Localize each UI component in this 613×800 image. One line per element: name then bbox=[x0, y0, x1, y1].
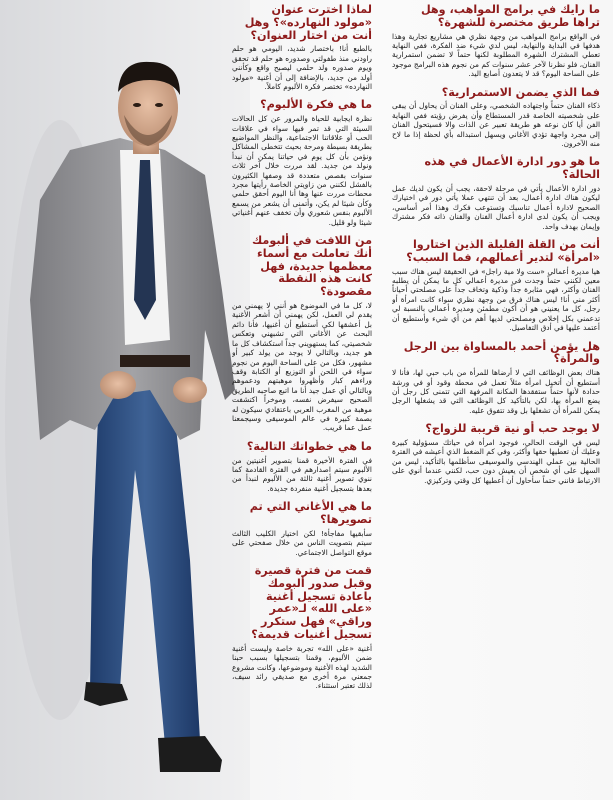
qa-block bbox=[392, 423, 600, 485]
qa-block bbox=[232, 99, 372, 227]
question-heading: هل يؤمن أحمد بالمساواة بين الرجل والمرأة؟ bbox=[403, 339, 600, 366]
answer-text: بالطبع أنا! باختصار شديد، اليومي هو حلم راودني منذ طفولتي وصدوره هو حلم قد تحقق ويوم صدوره ولد حلمي ليصبح واقع وكأنني أولد من جديد، بالإضافة إلى أن أغنية «مولود النهارده» تختصر فكرة الألبوم كاملاً. bbox=[232, 44, 372, 92]
right-column bbox=[392, 4, 600, 493]
question-heading: ما هو دور ادارة الأعمال في هذه الحالة؟ bbox=[424, 155, 600, 182]
qa-block bbox=[392, 239, 600, 332]
question-heading: من اللافت في ألبومك أنك تعاملت مع أسماء معظمها جديدة، فهل كانت هذه النقطة مقصودة؟ bbox=[252, 234, 372, 299]
answer-text: سأبقيها مفاجأة! لكن اختيار الكليب الثالث سيتم بتصويت الناس من خلال صفحتي على موقع التواصل الاجتماعي. bbox=[232, 528, 372, 557]
question-heading: لماذا اخترت عنوان «مولود النهارده»؟ وهل أنت من اختار العنوان؟ bbox=[244, 4, 372, 42]
answer-text: في الواقع برامج المواهب من وجهة نظري هي مشاريع تجارية وهذا هدفها في البداية والنهاية، ليس لدي شيء ضد الفكرة، ففي النهاية تعطي المشترك الشهرة المطلوبة لكنها حتماً لا تضمن استمرارية الفنان، فلو نظرنا لآخر عشر سنوات كم من نجوم هذه البرامج موجود على الساحة اليوم؟ قد لا يتعدون أصابع اليد. bbox=[392, 31, 600, 79]
question-heading: ما هي الأغاني التي تم تصويرها؟ bbox=[249, 500, 372, 526]
qa-block bbox=[392, 87, 600, 149]
qa-block bbox=[232, 501, 372, 557]
qa-block bbox=[392, 341, 600, 416]
qa-block bbox=[232, 4, 372, 91]
answer-text: هيا مديرة أعمالي «ست ولا مية راجل» في الحقيقة ليس هناك سبب معين لكنني حتماً وجدت في مديرة أعمالي كل ما يمكن أن يطلبه الفنان وأكثر، فهي مثابرة جداً وذكية وتخاف جداً على مصلحتي أحياناً أكثر مني أنا! ليس هناك فرق من وجهة نظري سواء كانت امرأة أو رجل، كل ما يعنيني هو أن أكون مطمئن ومديرة أعمالي بالنسبة لي تدعمني بكل إخلاص ومصلحتي لديها أهم من أي شيء وأستطيع أن أعتمد عليها في أدق التفاصيل. bbox=[392, 266, 600, 333]
answer-text: ذكاء الفنان حتماً واجتهاده الشخصي، وعلى الفنان أن يحاول أن يبقى على شخصيته الخاصة قدر المستطاع وأن يفرض رؤيته ففي النهاية الفن أيا كان نوعه هو طريقة تعبير عن الذات والا فسيتحول الفنان إلى مجرد واجهة تؤدي الأغاني ويسهل استبداله بأي لحظة إذا ما لاح منه الآخرون. bbox=[392, 101, 600, 149]
answer-text: نظرة ايجابية للحياة والمرور عن كل الحالات السيئة التي قد تمر فيها سواء في علاقات الحب أو علاقاتنا الاجتماعية، والنظر المواضيع بطريقة بسيطة ومرحة بحيث تتخطى المشاكل ونؤمن بأن كل يوم في حياتنا يمكن أن نبدأ ونولد من جديد. لقد مررت خلال آخر ثلاث سنوات بقصص متعددة قد وصفها الكثيرون بالفشل لكنني من زاويتي الخاصة رأيتها مجرد محطات مررت عنها وها أنا اليوم أحقق حلمي وكأن شيئا لم يكن، وأتمنى أن يشعر من يسمع الألبوم بنفس شعوري وأن تخفف عنهم أغنياتي شيئا ولو قليل. bbox=[232, 114, 372, 227]
qa-block bbox=[392, 4, 600, 79]
answer-text: هناك بعض الوظائف التي لا أرضاها للمرأة من باب حبي لها، فأنا لا أستطيع أن أتخيل امرأة مثلاً تعمل في محطة وقود أو في ورشة حدادة لأنها حتماً ستفقدها المكانة المرفهة التي تتمنى كل رجل أن يضع المرأة بها، لكن بالتأكيد كل الوظائف التي قد يشغلها الرجل يمكن للمرأة أن تشغلها بل وقد تتفوق عليه. bbox=[392, 368, 600, 415]
question-heading: ما هي خطواتك التالية؟ bbox=[246, 439, 372, 453]
question-heading: فما الذي يضمن الاستمرارية؟ bbox=[441, 85, 600, 99]
answer-text: في الفترة الأخيرة قمنا بتصوير أغنيتين من الألبوم سيتم اصدارهم في الفترة القادمة كما ننوي تصوير أغنية ثالثة من الألبوم لنبدأ من بعدها بتسجيل أغنية منفردة جديدة. bbox=[232, 455, 372, 493]
answer-text: لا، كل ما في الموضوع هو أنني لا يهمني من يقدم لي العمل، لكن يهمني أن أشعر الأغنية بل أعشقها لكي أستطيع أن أغنيها، فأنا دائم البحث عن الأغاني التي تشبهني وتعكس شخصيتي، كما يستهويني جداً استكشاف كل ما هو جديد، وبالتالي لا يوجد من يولد كبير أو مشهور، فكل من على الساحة اليوم من نجوم سواء في اللحن أو التوزيع أو الكتابة وقف وراءهم كبار وأظهروا موهبتهم ودعموهم وبالتالي أي عمل جيد أنا ما اتبع صاحبه الطريق الصحيح سيفرض نفسه، وموخراً اكتشفت موهبة من المغرب العربي باعتقادي سيكون له بصمة كبيرة في عالم الموسيقى وسيجمعنا عمل عما قريب. bbox=[232, 301, 372, 433]
question-heading: ما رأيك في برامج المواهب، وهل تراها طريق مختصرة للشهرة؟ bbox=[420, 4, 600, 29]
question-heading: لا يوجد حب أو نية قريبة للزواج؟ bbox=[425, 422, 600, 436]
qa-block bbox=[392, 156, 600, 231]
question-heading: قمت من فترة قصيرة وقبل صدور ألبومك باعادة تسجيل أغنية «على الله» لـ«عمر وراقي» فهل ستكرر تسجيل أغنيات قديمة؟ bbox=[251, 564, 372, 641]
question-heading: أنت من القلة القليلة الذين اختاروا «امرأة» لتدير أعمالهم، فما السبب؟ bbox=[406, 238, 600, 264]
answer-text: أغنية «على الله» تجربة خاصة وليست أغنية ضمن الألبوم، وقمنا بتسجيلها بسبب حبنا الشديد لهذه الأغنية وموضوعها، وكانت مشروع جمعني مرة أخرى مع صديقي رائد سيف، لذلك تعتبر استثناء. bbox=[232, 643, 372, 691]
answer-text: دور ادارة الأعمال يأتي في مرحلة لاحقة، يجب أن يكون لديك عمل ليكون هناك ادارة أعمال، بعد أن تنتهي عملا يأتي دور في اختيارك الصحيح لادارة أعمال تناسبك وتستوعب فكرك وهذا أمر أساسي، ويجب أن يكون لدى ادارة أعمال الفنان والفنان ذاته فكر مشترك وإيمان بهدف واحد. bbox=[392, 184, 600, 231]
qa-block bbox=[232, 441, 372, 493]
question-heading: ما هي فكرة الألبوم؟ bbox=[260, 98, 372, 112]
middle-column bbox=[232, 4, 372, 699]
answer-text: ليس في الوقت الحالي، فوجود امرأة في حياتك مسؤولية كبيرة وعليك أن تعطيها حقها وأكثر، وفي كم الضغط الذي أعيشه في الفترة الحالية بين عملي الهندسي والموسيقى سأظلمها بالتأكيد، ليس من السهل على أي شخص أن يعيش دون حب، لكنني عندما أنوي على الارتباط فانني حتماً سأحاول أن أعطيها كل وقتي وتركيزي. bbox=[392, 437, 600, 485]
cover-photo bbox=[0, 0, 250, 800]
qa-block bbox=[232, 565, 372, 691]
man-portrait-photo bbox=[0, 0, 250, 800]
qa-block bbox=[232, 235, 372, 433]
